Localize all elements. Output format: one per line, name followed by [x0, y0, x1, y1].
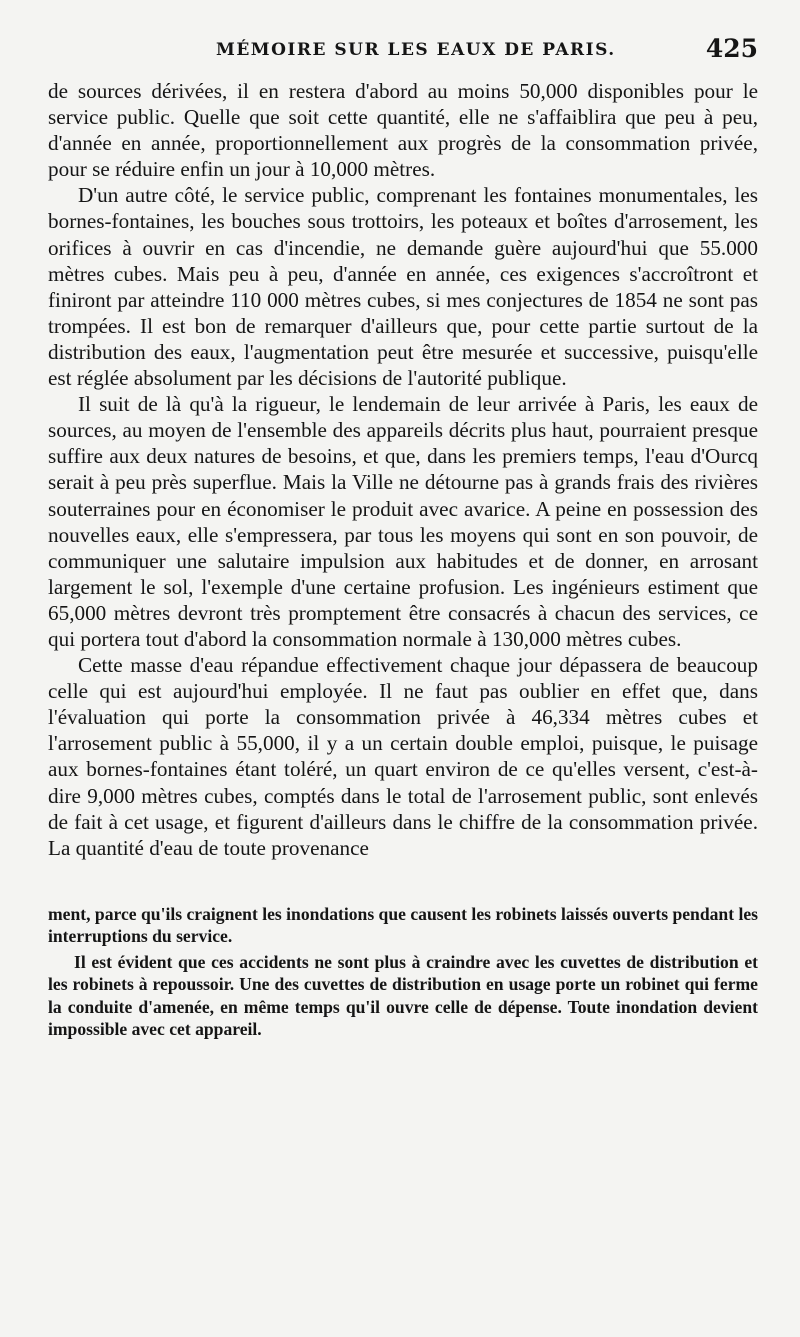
paragraph-4: Cette masse d'eau répandue effectivement chaque jour dépassera de beaucoup celle qui est aujourd'hui employée. Il ne faut pas oublier en effet que, dans l'évaluation qui porte la consommation privée à 46,334 mètres cubes et l'arrosement public à 55,000, il y a un certain double emploi, puisque, le puisage aux bornes-fontaines étant toléré, un quart environ de ce qu'elles versent, c'est-à-dire 9,000 mètres cubes, comptés dans le total de l'arrosement public, sont enlevés de fait à cet usage, et figurent d'ailleurs dans le chiffre de la consommation privée. La quantité d'eau de toute provenance	[48, 653, 758, 860]
running-title: MÉMOIRE SUR LES EAUX DE PARIS.	[216, 40, 616, 60]
paragraph-2: D'un autre côté, le service public, comprenant les fontaines monumentales, les bornes-fontaines, les bouches sous trottoirs, les poteaux et boîtes d'arrosement, les orifices à ouvrir en cas d'incendie, ne demande guère aujourd'hui que 55.000 mètres cubes. Mais peu à peu, d'année en année, ces exigences s'accroîtront et finiront par atteindre 110 000 mètres cubes, si mes conjectures de 1854 ne sont pas trompées. Il est bon de remarquer d'ailleurs que, pour cette partie surtout de la distribution des eaux, l'augmentation peut être mesurée et successive, puisqu'elle est réglée absolument par les décisions de l'autorité publique.	[48, 183, 758, 391]
footnote-continuation: ment, parce qu'ils craignent les inondations que causent les robinets laissés ouverts pendant les interruptions du service.	[48, 903, 758, 947]
paragraph-3: Il suit de là qu'à la rigueur, le lendemain de leur arrivée à Paris, les eaux de sources, au moyen de l'ensemble des appareils décrits plus haut, pourraient presque suffire aux deux natures de besoins, et que, dans les premiers temps, l'eau d'Ourcq serait à peu près superflue. Mais la Ville ne détourne pas à grands frais des rivières souterraines pour en économiser le produit avec avarice. A peine en possession des nouvelles eaux, elle s'empressera, par tous les moyens qui sont en son pouvoir, de communiquer une salutaire impulsion aux habitudes et de donner, en arrosant largement le sol, l'exemple d'une certaine profusion. Les ingénieurs estiment que 65,000 mètres devront très promptement être consacrés à chacun des services, ce qui portera tout d'abord la consommation normale à 130,000 mètres cubes.	[48, 392, 758, 651]
page-number: 425	[705, 34, 758, 63]
main-text	[48, 78, 758, 861]
page-header	[48, 30, 758, 70]
footnote-paragraph: Il est évident que ces accidents ne sont plus à craindre avec les cuvettes de distribution et les robinets à repoussoir. Une des cuvettes de distribution en usage porte un robinet qui ferme la conduite d'amenée, en même temps qu'il ouvre celle de dépense. Toute inondation devient impossible avec cet appareil.	[48, 952, 758, 1039]
paragraph-1: de sources dérivées, il en restera d'abord au moins 50,000 disponibles pour le service public. Quelle que soit cette quantité, elle ne s'affaiblira que peu à peu, d'année en année, proportionnellement aux progrès de la consommation privée, pour se réduire enfin un jour à 10,000 mètres.	[48, 79, 758, 182]
footnotes	[48, 903, 758, 1040]
